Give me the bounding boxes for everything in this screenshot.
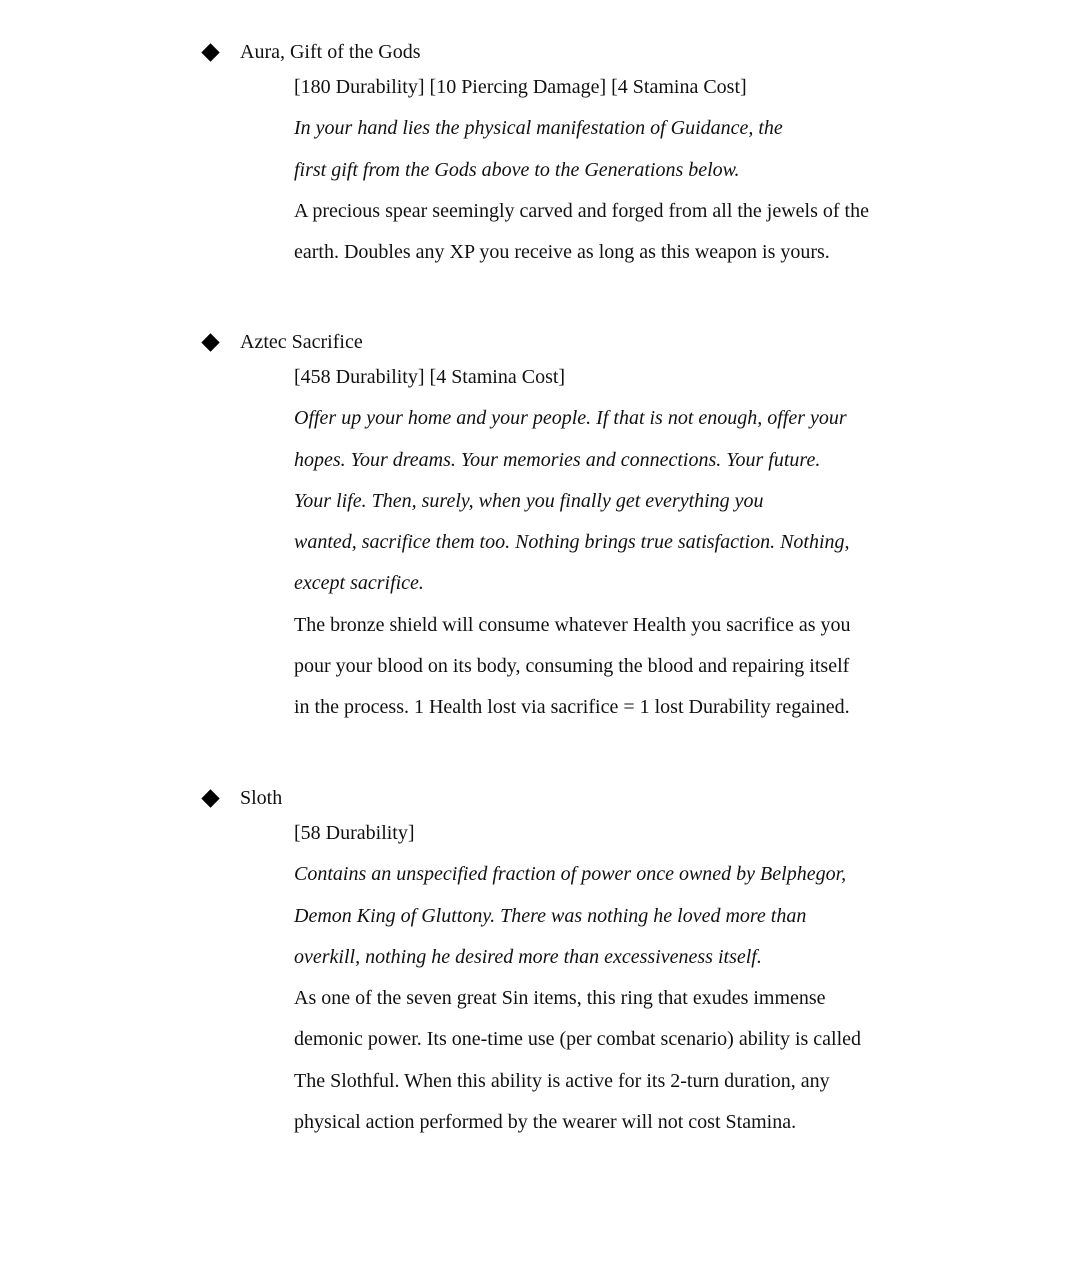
diamond-bullet-icon [201,333,219,351]
entry-body [294,67,934,273]
item-entry [0,783,1080,1134]
flavor-text-line: wanted, sacrifice them too. Nothing brings true satisfaction. Nothing, [294,531,850,554]
flavor-text-line: overkill, nothing he desired more than excessiveness itself. [294,945,762,968]
item-title: Aztec Sacrifice [240,331,363,353]
flavor-text-line: except sacrifice. [294,572,424,595]
diamond-bullet-icon [201,789,219,807]
item-entry [0,37,1080,264]
description-line: A precious spear seemingly carved and forged from all the jewels of the [294,199,869,222]
item-entry [0,327,1080,719]
description-line: in the process. 1 Health lost via sacrifice = 1 lost Durability regained. [294,696,850,719]
flavor-text-line: Demon King of Gluttony. There was nothing he loved more than [294,904,807,927]
item-stats: [458 Durability] [4 Stamina Cost] [294,366,566,388]
item-title: Sloth [240,787,283,809]
description-line: As one of the seven great Sin items, this ring that exudes immense [294,987,826,1010]
flavor-text-line: first gift from the Gods above to the Generations below. [294,158,740,181]
description-line: earth. Doubles any XP you receive as long as this weapon is yours. [294,241,830,264]
flavor-text-line: Offer up your home and your people. If that is not enough, offer your [294,407,847,430]
diamond-bullet-icon [201,43,219,61]
entry-heading [0,783,1080,813]
item-title: Aura, Gift of the Gods [240,41,421,63]
entry-heading [0,327,1080,357]
flavor-text-line: Your life. Then, surely, when you finally get everything you [294,489,764,512]
flavor-text-line: In your hand lies the physical manifestation of Guidance, the [294,117,783,140]
description-line: demonic power. Its one-time use (per combat scenario) ability is called [294,1028,862,1051]
item-stats: [58 Durability] [294,822,415,844]
description-line: pour your blood on its body, consuming the blood and repairing itself [294,655,850,678]
description-line: The bronze shield will consume whatever Health you sacrifice as you [294,613,851,636]
entry-body [294,357,934,729]
item-stats: [180 Durability] [10 Piercing Damage] [4 Stamina Cost] [294,76,747,98]
entry-heading [0,37,1080,67]
flavor-text-line: Contains an unspecified fraction of power once owned by Belphegor, [294,863,847,886]
description-line: The Slothful. When this ability is active for its 2-turn duration, any [294,1069,830,1092]
flavor-text-line: hopes. Your dreams. Your memories and connections. Your future. [294,448,821,471]
entry-body [294,813,934,1143]
description-line: physical action performed by the wearer will not cost Stamina. [294,1111,797,1134]
